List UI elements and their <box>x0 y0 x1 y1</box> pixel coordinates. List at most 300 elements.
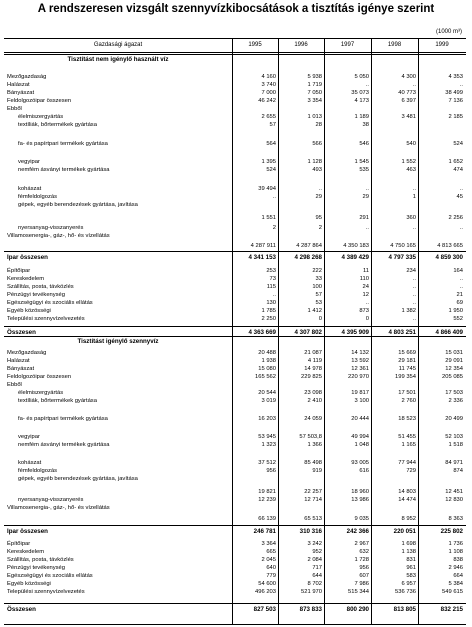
row-label: Mezőgazdaság <box>7 350 47 356</box>
cell-value: 813 805 <box>393 606 416 613</box>
row-label: textíliák, bőrtermékek gyártása <box>18 122 97 128</box>
cell-value: 8 952 <box>401 516 416 522</box>
row-label: kohászat <box>18 460 42 466</box>
row-label: nemfém ásványi termékek gyártása <box>18 167 110 173</box>
table-row <box>4 81 466 89</box>
table-row <box>4 113 466 121</box>
table-row <box>4 496 466 504</box>
cell-value: 22 257 <box>304 489 322 495</box>
cell-value: 524 <box>453 141 463 147</box>
table-row <box>4 580 466 588</box>
header-year: 1999 <box>435 42 449 48</box>
table-row <box>4 548 466 556</box>
cell-value: 873 833 <box>299 606 322 613</box>
row-label: fa- és papírtpari termékek gyártása <box>18 416 108 422</box>
cell-value: 4 160 <box>261 74 276 80</box>
cell-value: 77 944 <box>398 460 416 466</box>
row-label: Építőipar <box>7 268 31 274</box>
cell-value: 536 736 <box>395 589 416 595</box>
cell-value: .. <box>412 292 416 298</box>
cell-value: 7 050 <box>307 90 322 96</box>
row-label: Szállítás, posta, távközlés <box>7 284 74 290</box>
row-label: Szállítás, posta, távközlés <box>7 557 74 563</box>
row-label: Ebből <box>7 106 22 112</box>
table-row <box>4 357 466 365</box>
cell-value: 1 545 <box>354 159 369 165</box>
row-label: Ipar összesen <box>7 254 48 261</box>
table-row <box>4 441 466 449</box>
cell-value: .. <box>272 194 276 200</box>
table-row <box>4 254 466 262</box>
cell-value: 0 <box>365 316 369 322</box>
row-label: Ebből <box>7 382 22 388</box>
cell-value: 57 <box>269 122 276 128</box>
cell-value: 474 <box>453 167 463 173</box>
cell-value: 115 <box>266 284 276 290</box>
row-divider <box>4 251 466 252</box>
row-label: Halászat <box>7 358 30 364</box>
table-row <box>4 515 466 523</box>
cell-value: .. <box>272 292 276 298</box>
cell-value: 4 859 300 <box>435 254 463 261</box>
cell-value: .. <box>412 284 416 290</box>
row-divider <box>4 603 466 604</box>
cell-value: .. <box>365 300 369 306</box>
cell-value: 4 353 <box>448 74 463 80</box>
table-row <box>4 214 466 222</box>
cell-value: .. <box>459 284 463 290</box>
cell-value: 8 363 <box>448 516 463 522</box>
cell-value: 4 803 251 <box>388 329 416 336</box>
cell-value: 1 551 <box>261 215 276 221</box>
cell-value: 2 185 <box>448 114 463 120</box>
section-title: Tisztítást nem igénylő használt víz <box>67 56 169 63</box>
cell-value: 2 336 <box>448 398 463 404</box>
cell-value: 1 518 <box>448 442 463 448</box>
row-label: Pénzügyi tevékenység <box>7 292 66 298</box>
cell-value: 93 005 <box>351 460 369 466</box>
cell-value: 919 <box>312 468 322 474</box>
cell-value: 2 <box>272 225 276 231</box>
cell-value: 291 <box>359 215 369 221</box>
table-row <box>4 564 466 572</box>
cell-value: .. <box>412 82 416 88</box>
cell-value: 1 950 <box>448 308 463 314</box>
table-row <box>4 158 466 166</box>
header-year: 1998 <box>387 42 402 48</box>
cell-value: 100 <box>312 284 322 290</box>
row-label: gépek, egyéb berendezések gyártása, javítása <box>18 476 138 482</box>
cell-value: 4 287 864 <box>296 243 322 249</box>
row-label: nyersanyag-visszanyerés <box>18 497 84 503</box>
section-title: Tisztítást igénylő szennyvíz <box>77 338 159 345</box>
cell-value: 45 <box>456 194 463 200</box>
cell-value: 956 <box>359 565 369 571</box>
cell-value: 535 <box>359 167 369 173</box>
cell-value: 7 986 <box>354 581 369 587</box>
cell-value: 4 287 911 <box>250 243 276 249</box>
cell-value: 1 165 <box>401 442 416 448</box>
row-label: Villamosenergia-, gáz-, hő- és vízellátás <box>7 233 110 239</box>
row-label: Egyéb közösségi <box>7 581 51 587</box>
row-label: élelmiszergyártás <box>18 390 64 396</box>
cell-value: 11 <box>362 268 369 274</box>
row-label: Összesen <box>7 606 36 613</box>
cell-value: 2 967 <box>354 541 369 547</box>
cell-value: 5 050 <box>354 74 369 80</box>
cell-value: 546 <box>359 141 369 147</box>
cell-value: 29 <box>362 194 369 200</box>
cell-value: 85 498 <box>304 460 322 466</box>
cell-value: 40 773 <box>398 90 416 96</box>
cell-value: 4 813 665 <box>437 243 463 249</box>
cell-value: 19 817 <box>351 390 369 396</box>
cell-value: 1 382 <box>401 308 416 314</box>
cell-value: 19 821 <box>258 489 276 495</box>
table-row <box>4 73 466 81</box>
cell-value: 583 <box>406 573 416 579</box>
row-label: textíliák, bőrtermékek gyártása <box>18 398 97 404</box>
cell-value: 84 971 <box>445 460 463 466</box>
cell-value: 12 239 <box>258 497 276 503</box>
cell-value: 360 <box>406 215 416 221</box>
cell-value: 20 499 <box>445 416 463 422</box>
cell-value: 14 132 <box>351 350 369 356</box>
cell-value: 1 719 <box>307 82 322 88</box>
cell-value: .. <box>412 276 416 282</box>
cell-value: 199 354 <box>395 374 416 380</box>
cell-value: 13 592 <box>351 358 369 364</box>
row-label: Egészségügyi és szociális ellátás <box>7 573 93 579</box>
row-label: kohászat <box>18 186 42 192</box>
cell-value: 225 802 <box>440 528 463 535</box>
cell-value: 956 <box>266 468 276 474</box>
table-row <box>4 267 466 275</box>
cell-value: 4 750 165 <box>390 243 416 249</box>
cell-value: 607 <box>359 573 369 579</box>
cell-value: 1 785 <box>261 308 276 314</box>
cell-value: 95 <box>315 215 322 221</box>
table-row <box>4 283 466 291</box>
cell-value: 0 <box>318 316 322 322</box>
cell-value: 18 960 <box>351 489 369 495</box>
cell-value: 3 481 <box>401 114 416 120</box>
cell-value: 2 <box>318 225 322 231</box>
row-label: Egyéb közösségi <box>7 308 51 314</box>
cell-value: 9 035 <box>354 516 369 522</box>
cell-value: .. <box>459 186 463 192</box>
cell-value: 164 <box>453 268 463 274</box>
cell-value: 1 <box>412 194 416 200</box>
cell-value: 49 994 <box>351 434 369 440</box>
cell-value: 20 488 <box>258 350 276 356</box>
cell-value: 838 <box>453 557 463 563</box>
cell-value: 15 669 <box>398 350 416 356</box>
table-title: A rendszeresen vizsgált szennyvízkibocsátások a tisztítás igénye szerint <box>37 3 435 15</box>
cell-value: .. <box>412 225 416 231</box>
cell-value: 28 <box>315 122 322 128</box>
row-label: Feldolgozóipar összesen <box>7 98 72 104</box>
cell-value: 38 499 <box>445 90 463 96</box>
cell-value: 21 087 <box>304 350 322 356</box>
cell-value: 12 714 <box>304 497 322 503</box>
cell-value: 4 300 <box>401 74 416 80</box>
cell-value: 220 051 <box>393 528 416 535</box>
cell-value: 961 <box>406 565 416 571</box>
cell-value: .. <box>459 276 463 282</box>
cell-value: 220 970 <box>348 374 369 380</box>
table-row <box>4 540 466 548</box>
table-row <box>4 307 466 315</box>
cell-value: 4 119 <box>307 358 322 364</box>
row-label: nemfém ásványi termékek gyártása <box>18 442 110 448</box>
row-label: vegyipar <box>18 434 40 440</box>
cell-value: 644 <box>312 573 322 579</box>
table-row <box>4 475 466 483</box>
table-row <box>4 504 466 512</box>
cell-value: 4 866 409 <box>435 329 463 336</box>
cell-value: 665 <box>266 549 276 555</box>
cell-value: 310 316 <box>299 528 322 535</box>
row-label: Pénzügyi tevékenység <box>7 565 66 571</box>
row-label: vegyipar <box>18 159 40 165</box>
unit-label: (1000 m³) <box>435 29 462 35</box>
cell-value: 110 <box>359 276 369 282</box>
header-divider <box>4 52 466 53</box>
cell-value: 800 290 <box>346 606 369 613</box>
cell-value: .. <box>365 186 369 192</box>
table-row <box>4 193 466 201</box>
cell-value: .. <box>412 186 416 192</box>
table-row <box>4 459 466 467</box>
cell-value: 53 <box>315 300 322 306</box>
table-row <box>4 415 466 423</box>
cell-value: 51 455 <box>398 434 416 440</box>
cell-value: 2 946 <box>448 565 463 571</box>
cell-value: 632 <box>359 549 369 555</box>
cell-value: 253 <box>266 268 276 274</box>
cell-value: .. <box>412 300 416 306</box>
cell-value: 205 085 <box>442 374 463 380</box>
cell-value: 12 361 <box>351 366 369 372</box>
cell-value: 1 552 <box>401 159 416 165</box>
cell-value: 23 098 <box>304 390 322 396</box>
cell-value: 4 173 <box>354 98 369 104</box>
cell-value: 1 938 <box>261 358 276 364</box>
cell-value: 12 830 <box>445 497 463 503</box>
cell-value: .. <box>318 186 322 192</box>
cell-value: 496 203 <box>255 589 276 595</box>
cell-value: 24 059 <box>304 416 322 422</box>
cell-value: 1 013 <box>307 114 322 120</box>
cell-value: 4 395 909 <box>341 329 369 336</box>
table-row <box>4 606 466 614</box>
cell-value: 234 <box>406 268 416 274</box>
cell-value: 549 615 <box>442 589 463 595</box>
row-divider <box>4 326 466 327</box>
row-label: Ipar összesen <box>7 528 48 535</box>
cell-value: 729 <box>406 468 416 474</box>
cell-value: 222 <box>312 268 322 274</box>
cell-value: 1 728 <box>354 557 369 563</box>
cell-value: 11 745 <box>398 366 416 372</box>
cell-value: 515 344 <box>348 589 369 595</box>
header-year: 1995 <box>248 42 262 48</box>
cell-value: 952 <box>312 549 322 555</box>
row-label: fa- és papírtpari termékek gyártása <box>18 141 108 147</box>
table-row <box>4 105 466 113</box>
row-label: fémfeldolgozás <box>18 194 57 200</box>
cell-value: 1 048 <box>354 442 369 448</box>
cell-value: 779 <box>266 573 276 579</box>
cell-value: 246 781 <box>253 528 276 535</box>
cell-value: 15 080 <box>258 366 276 372</box>
row-label: Egészségügyi és szociális ellátás <box>7 300 93 306</box>
cell-value: 54 600 <box>258 581 276 587</box>
table-row <box>4 140 466 148</box>
cell-value: 7 000 <box>261 90 276 96</box>
table-row <box>4 97 466 105</box>
cell-value: 4 307 802 <box>294 329 322 336</box>
cell-value: 1 366 <box>307 442 322 448</box>
cell-value: 832 215 <box>440 606 463 613</box>
table-row <box>4 349 466 357</box>
cell-value: 7 136 <box>448 98 463 104</box>
cell-value: 69 <box>456 300 463 306</box>
cell-value: 874 <box>453 468 463 474</box>
cell-value: .. <box>412 316 416 322</box>
cell-value: 130 <box>266 300 276 306</box>
table-row <box>4 275 466 283</box>
cell-value: 2 084 <box>307 557 322 563</box>
cell-value: 564 <box>266 141 276 147</box>
table-row <box>4 397 466 405</box>
table-row <box>4 224 466 232</box>
cell-value: 39 494 <box>258 186 276 192</box>
cell-value: 73 <box>269 276 276 282</box>
cell-value: 3 019 <box>261 398 276 404</box>
cell-value: 12 451 <box>445 489 463 495</box>
cell-value: 38 <box>362 122 369 128</box>
cell-value: 15 031 <box>445 350 463 356</box>
cell-value: 4 341 153 <box>248 254 276 261</box>
cell-value: 4 363 669 <box>248 329 276 336</box>
cell-value: 66 139 <box>258 516 276 522</box>
cell-value: 1 108 <box>448 549 463 555</box>
cell-value: 35 073 <box>351 90 369 96</box>
cell-value: .. <box>365 225 369 231</box>
table-row <box>4 373 466 381</box>
table-row <box>4 433 466 441</box>
cell-value: 165 562 <box>255 374 276 380</box>
cell-value: 616 <box>359 468 369 474</box>
header-year: 1996 <box>294 42 308 48</box>
cell-value: 29 181 <box>398 358 416 364</box>
cell-value: 242 366 <box>346 528 369 535</box>
cell-value: 831 <box>406 557 416 563</box>
table-row <box>4 232 466 240</box>
cell-value: 8 702 <box>307 581 322 587</box>
cell-value: 2 760 <box>401 398 416 404</box>
cell-value: 4 350 183 <box>343 243 369 249</box>
cell-value: 1 189 <box>354 114 369 120</box>
data-table <box>4 38 466 625</box>
header-branch: Gazdasági ágazat <box>93 42 143 48</box>
cell-value: 493 <box>312 167 322 173</box>
row-label: Kereskedelem <box>7 276 45 282</box>
cell-value: 57 <box>315 292 322 298</box>
cell-value: 2 045 <box>261 557 276 563</box>
table-row <box>4 121 466 129</box>
table-row <box>4 467 466 475</box>
row-label: Kereskedelem <box>7 549 45 555</box>
cell-value: 6 397 <box>401 98 416 104</box>
table-row <box>4 488 466 496</box>
cell-value: .. <box>365 82 369 88</box>
header-year: 1997 <box>340 42 355 48</box>
cell-value: 1 698 <box>401 541 416 547</box>
cell-value: 2 410 <box>307 398 322 404</box>
table-row <box>4 166 466 174</box>
cell-value: 552 <box>453 316 463 322</box>
cell-value: 1 652 <box>448 159 463 165</box>
row-label: Települési szennyvízelvezetés <box>7 589 85 595</box>
table-row <box>4 365 466 373</box>
row-label: élelmiszergyártás <box>18 114 64 120</box>
cell-value: 5 384 <box>448 581 463 587</box>
cell-value: 1 128 <box>307 159 322 165</box>
cell-value: 1 395 <box>261 159 276 165</box>
cell-value: 463 <box>406 167 416 173</box>
row-label: gépek, egyéb berendezések gyártása, javítása <box>18 202 138 208</box>
table-row <box>4 556 466 564</box>
cell-value: 3 740 <box>261 82 276 88</box>
table-row <box>4 89 466 97</box>
cell-value: 1 412 <box>307 308 322 314</box>
cell-value: 24 <box>362 284 369 290</box>
table-row <box>4 389 466 397</box>
cell-value: 4 389 429 <box>341 254 369 261</box>
cell-value: 2 256 <box>448 215 463 221</box>
cell-value: 4 797 335 <box>388 254 416 261</box>
cell-value: 21 <box>456 292 463 298</box>
table-row <box>4 299 466 307</box>
cell-value: 1 323 <box>261 442 276 448</box>
cell-value: 3 100 <box>354 398 369 404</box>
cell-value: 20 444 <box>351 416 369 422</box>
section-divider <box>4 336 466 337</box>
cell-value: 1 138 <box>401 549 416 555</box>
table-row <box>4 242 466 250</box>
row-label: Bányászat <box>7 366 35 372</box>
row-label: Villamosenergia-, gáz-, hő- és vízellátás <box>7 505 110 511</box>
cell-value: 3 242 <box>307 541 322 547</box>
row-label: fémfeldolgozás <box>18 468 57 474</box>
cell-value: 29 <box>315 194 322 200</box>
cell-value: 717 <box>312 565 322 571</box>
cell-value: 1 736 <box>448 541 463 547</box>
cell-value: 540 <box>406 141 416 147</box>
row-label: Feldolgozóipar összesen <box>7 374 72 380</box>
cell-value: 640 <box>266 565 276 571</box>
row-divider <box>4 525 466 526</box>
row-label: Települési szennyvízelvezetés <box>7 316 85 322</box>
cell-value: 14 803 <box>398 489 416 495</box>
cell-value: 524 <box>266 167 276 173</box>
cell-value: .. <box>459 82 463 88</box>
cell-value: 3 364 <box>261 541 276 547</box>
cell-value: 229 825 <box>301 374 322 380</box>
